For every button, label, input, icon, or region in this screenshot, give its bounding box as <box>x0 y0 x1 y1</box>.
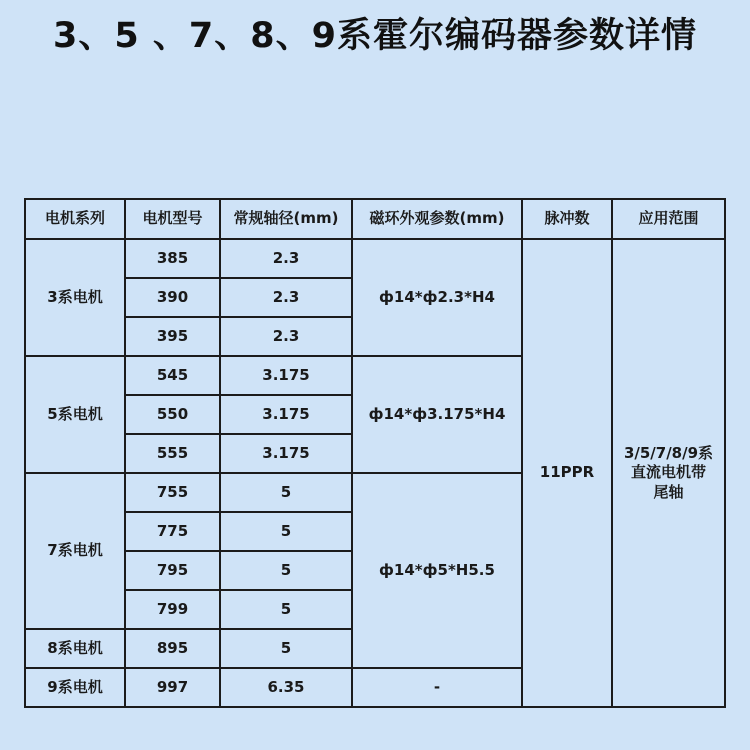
series-cell: 7系电机 <box>25 473 125 629</box>
model-cell: 555 <box>125 434 220 473</box>
series-cell: 3系电机 <box>25 239 125 356</box>
model-cell: 775 <box>125 512 220 551</box>
header-pulse-count: 脉冲数 <box>522 199 612 239</box>
magnet-cell: ф14*ф5*H5.5 <box>352 473 522 668</box>
magnet-cell: - <box>352 668 522 707</box>
model-cell: 395 <box>125 317 220 356</box>
application-line: 尾轴 <box>653 482 684 501</box>
shaft-cell: 5 <box>220 551 352 590</box>
header-motor-model: 电机型号 <box>125 199 220 239</box>
application-line: 3/5/7/8/9系 <box>623 443 714 462</box>
pulse-cell: 11PPR <box>522 239 612 707</box>
table-header-row <box>25 199 725 239</box>
shaft-cell: 5 <box>220 590 352 629</box>
magnet-cell: ф14*ф3.175*H4 <box>352 356 522 473</box>
shaft-cell: 5 <box>220 512 352 551</box>
application-cell <box>612 239 725 707</box>
model-cell: 545 <box>125 356 220 395</box>
model-cell: 997 <box>125 668 220 707</box>
series-cell: 9系电机 <box>25 668 125 707</box>
table-row <box>25 239 725 278</box>
shaft-cell: 3.175 <box>220 434 352 473</box>
model-cell: 385 <box>125 239 220 278</box>
model-cell: 799 <box>125 590 220 629</box>
series-cell: 8系电机 <box>25 629 125 668</box>
shaft-cell: 2.3 <box>220 278 352 317</box>
header-magnet-ring-params: 磁环外观参数(mm) <box>352 199 522 239</box>
encoder-spec-table <box>24 198 726 708</box>
shaft-cell: 3.175 <box>220 395 352 434</box>
shaft-cell: 5 <box>220 473 352 512</box>
model-cell: 895 <box>125 629 220 668</box>
shaft-cell: 6.35 <box>220 668 352 707</box>
page-title: 3、5 、7、8、9系霍尔编码器参数详情 <box>53 16 697 56</box>
shaft-cell: 3.175 <box>220 356 352 395</box>
model-cell: 390 <box>125 278 220 317</box>
model-cell: 755 <box>125 473 220 512</box>
model-cell: 550 <box>125 395 220 434</box>
header-shaft-diameter: 常规轴径(mm) <box>220 199 352 239</box>
header-motor-series: 电机系列 <box>25 199 125 239</box>
model-cell: 795 <box>125 551 220 590</box>
application-line: 直流电机带 <box>630 463 706 482</box>
shaft-cell: 2.3 <box>220 317 352 356</box>
magnet-cell: ф14*ф2.3*H4 <box>352 239 522 356</box>
shaft-cell: 2.3 <box>220 239 352 278</box>
header-application: 应用范围 <box>612 199 725 239</box>
shaft-cell: 5 <box>220 629 352 668</box>
series-cell: 5系电机 <box>25 356 125 473</box>
